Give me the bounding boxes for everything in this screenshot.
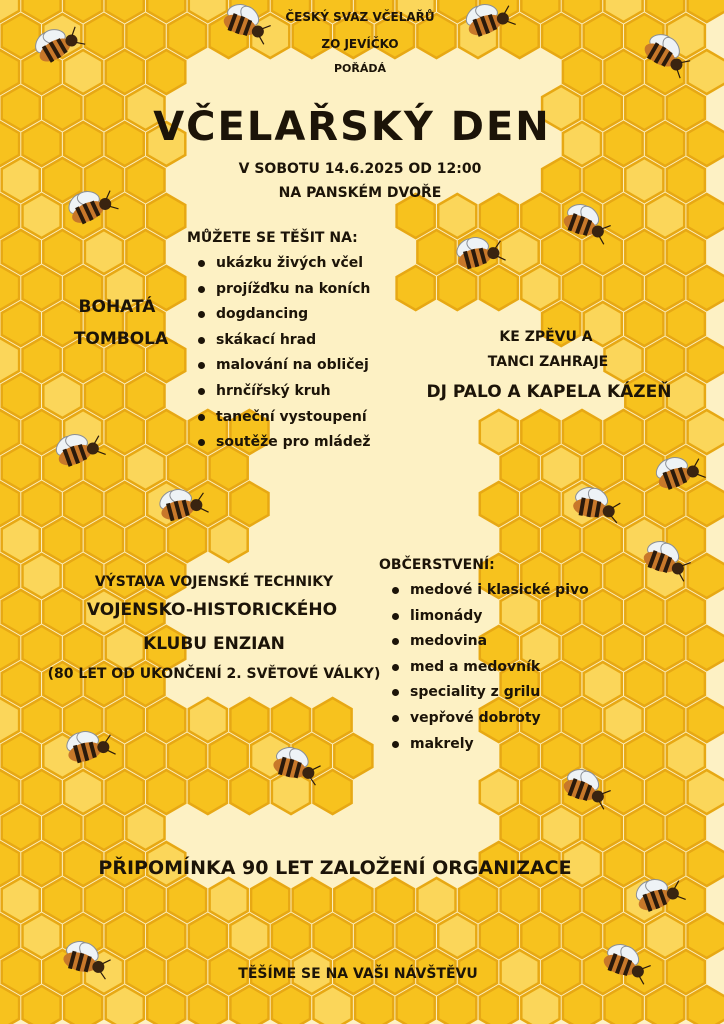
- honeycomb-cell: [106, 770, 144, 814]
- honeycomb-cell: [521, 194, 559, 238]
- honeycomb-cell: [584, 230, 622, 274]
- honeycomb-cell: [542, 518, 580, 562]
- honeycomb-cell: [542, 14, 580, 58]
- honeycomb-cell: [23, 842, 61, 886]
- honeycomb-cell: [625, 806, 663, 850]
- honeycomb-cell: [43, 878, 81, 922]
- honeycomb-cell: [605, 554, 643, 598]
- honeycomb-cell: [334, 878, 372, 922]
- honeycomb-cell: [646, 986, 684, 1024]
- honeycomb-cell: [605, 338, 643, 382]
- honeycomb-cell: [2, 518, 40, 562]
- honeycomb-cell: [605, 482, 643, 526]
- honeycomb-cell: [521, 482, 559, 526]
- honeycomb-cell: [584, 734, 622, 778]
- honeycomb-cell: [625, 302, 663, 346]
- honeycomb-cell: [43, 590, 81, 634]
- honeycomb-cell: [168, 14, 206, 58]
- honeycomb-cell: [189, 698, 227, 742]
- honeycomb-cell: [438, 194, 476, 238]
- refreshment-item: limonády: [390, 604, 589, 630]
- honeycomb-cell: [272, 698, 310, 742]
- refreshment-item: medové i klasické pivo: [390, 578, 589, 604]
- honeycomb-cell: [2, 230, 40, 274]
- program-item: hrnčířský kruh: [196, 379, 371, 405]
- exhibition-line1: VÝSTAVA VOJENSKÉ TECHNIKY: [94, 574, 334, 590]
- honeycomb-cell: [189, 914, 227, 958]
- honeycomb-cell: [521, 770, 559, 814]
- honeycomb-cell: [563, 50, 601, 94]
- honeycomb-cell: [646, 338, 684, 382]
- honeycomb-cell: [168, 878, 206, 922]
- program-item: skákací hrad: [196, 328, 371, 354]
- honeycomb-cell: [23, 698, 61, 742]
- honeycomb-cell: [85, 878, 123, 922]
- honeycomb-cell: [168, 950, 206, 994]
- honeycomb-cell: [417, 230, 455, 274]
- music-line2: TANCI ZAHRAJE: [487, 354, 609, 370]
- honeycomb-cell: [43, 86, 81, 130]
- program-item: ukázku živých včel: [196, 251, 371, 277]
- honeycomb-cell: [106, 986, 144, 1024]
- honeycomb-cell: [542, 446, 580, 490]
- honeycomb-cell: [542, 806, 580, 850]
- honeycomb-cell: [605, 50, 643, 94]
- honeycomb-cell: [64, 986, 102, 1024]
- honeycomb-cell: [126, 158, 164, 202]
- honeycomb-cell: [230, 698, 268, 742]
- honeycomb-cell: [688, 554, 724, 598]
- honeycomb-cell: [230, 482, 268, 526]
- honeycomb-cell: [314, 698, 352, 742]
- honeycomb-cell: [355, 914, 393, 958]
- exhibition-line3: KLUBU ENZIAN: [143, 634, 285, 654]
- honeycomb-cell: [646, 410, 684, 454]
- honeycomb-cell: [625, 734, 663, 778]
- honeycomb-cell: [2, 590, 40, 634]
- honeycomb-cell: [126, 734, 164, 778]
- honeycomb-cell: [355, 986, 393, 1024]
- honeycomb-cell: [646, 266, 684, 310]
- honeycomb-cell: [542, 950, 580, 994]
- honeycomb-cell: [646, 698, 684, 742]
- honeycomb-cell: [584, 662, 622, 706]
- honeycomb-cell: [2, 158, 40, 202]
- honeycomb-cell: [43, 230, 81, 274]
- honeycomb-cell: [625, 590, 663, 634]
- event-title: VČELAŘSKÝ DEN: [153, 104, 551, 150]
- honeycomb-cell: [605, 194, 643, 238]
- honeycomb-cell: [230, 914, 268, 958]
- honeycomb-cell: [64, 122, 102, 166]
- honeycomb-cell: [126, 230, 164, 274]
- honeycomb-cell: [2, 14, 40, 58]
- honeycomb-cell: [625, 662, 663, 706]
- honeycomb-cell: [85, 374, 123, 418]
- honeycomb-cell: [85, 806, 123, 850]
- tombola-line2: TOMBOLA: [73, 329, 169, 349]
- honeycomb-cell: [563, 266, 601, 310]
- event-place: NA PANSKÉM DVOŘE: [278, 185, 442, 201]
- honeycomb-cell: [126, 14, 164, 58]
- honeycomb-cell: [106, 122, 144, 166]
- honeycomb-cell: [646, 194, 684, 238]
- program-item: dogdancing: [196, 302, 371, 328]
- honeycomb-cell: [459, 878, 497, 922]
- honeycomb-cell: [605, 698, 643, 742]
- organizer-branch: ZO JEVÍČKO: [321, 37, 399, 51]
- honeycomb-cell: [126, 806, 164, 850]
- honeycomb-cell: [147, 770, 185, 814]
- honeycomb-cell: [667, 86, 705, 130]
- honeycomb-cell: [126, 950, 164, 994]
- honeycomb-cell: [563, 122, 601, 166]
- refreshment-item: medovina: [390, 629, 589, 655]
- exhibition-line4: (80 LET OD UKONČENÍ 2. SVĚTOVÉ VÁLKY): [47, 666, 381, 682]
- refreshment-item: speciality z grilu: [390, 680, 589, 706]
- honeycomb-cell: [2, 86, 40, 130]
- program-heading: MŮŽETE SE TĚŠIT NA:: [187, 230, 358, 246]
- honeycomb-cell: [147, 914, 185, 958]
- honeycomb-cell: [43, 806, 81, 850]
- honeycomb-cell: [688, 194, 724, 238]
- honeycomb-cell: [64, 770, 102, 814]
- program-item: projížďku na koních: [196, 277, 371, 303]
- honeycomb-cell: [23, 266, 61, 310]
- honeycomb-cell: [106, 914, 144, 958]
- honeycomb-cell: [501, 806, 539, 850]
- honeycomb-cell: [106, 626, 144, 670]
- honeycomb-cell: [605, 122, 643, 166]
- honeycomb-cell: [625, 86, 663, 130]
- footer-greeting: TĚŠÍME SE NA VAŠI NÁVŠTĚVU: [238, 966, 478, 982]
- honeycomb-cell: [314, 770, 352, 814]
- honeycomb-cell: [189, 986, 227, 1024]
- honeycomb-cell: [584, 590, 622, 634]
- honeycomb-cell: [584, 878, 622, 922]
- honeycomb-cell: [126, 518, 164, 562]
- honeycomb-cell: [2, 374, 40, 418]
- honeycomb-cell: [64, 626, 102, 670]
- honeycomb-cell: [438, 914, 476, 958]
- honeycomb-cell: [2, 662, 40, 706]
- honeycomb-cell: [272, 914, 310, 958]
- honeycomb-cell: [147, 410, 185, 454]
- honeycomb-cell: [168, 734, 206, 778]
- honeycomb-cell: [584, 518, 622, 562]
- honeycomb-cell: [397, 986, 435, 1024]
- honeycomb-cell: [314, 914, 352, 958]
- honeycomb-cell: [23, 194, 61, 238]
- honeycomb-cell: [189, 770, 227, 814]
- honeycomb-cell: [688, 122, 724, 166]
- program-item: malování na obličej: [196, 353, 371, 379]
- honeycomb-cell: [43, 374, 81, 418]
- honeycomb-cell: [106, 482, 144, 526]
- honeycomb-cell: [480, 266, 518, 310]
- honeycomb-cell: [106, 194, 144, 238]
- program-item: taneční vystoupení: [196, 405, 371, 431]
- honeycomb-cell: [2, 446, 40, 490]
- honeycomb-cell: [126, 878, 164, 922]
- honeycomb-cell: [23, 626, 61, 670]
- honeycomb-cell: [126, 374, 164, 418]
- honeycomb-cell: [480, 194, 518, 238]
- honeycomb-cell: [43, 518, 81, 562]
- honeycomb-cell: [667, 158, 705, 202]
- honeycomb-cell: [688, 626, 724, 670]
- honeycomb-cell: [563, 410, 601, 454]
- honeycomb-cell: [23, 770, 61, 814]
- honeycomb-cell: [314, 986, 352, 1024]
- honeycomb-cell: [501, 518, 539, 562]
- honeycomb-cell: [688, 698, 724, 742]
- honeycomb-cell: [168, 518, 206, 562]
- refreshment-item: med a medovník: [390, 655, 589, 681]
- honeycomb-cell: [230, 986, 268, 1024]
- honeycomb-cell: [417, 878, 455, 922]
- honeycomb-cell: [542, 878, 580, 922]
- honeycomb-cell: [23, 986, 61, 1024]
- honeycomb-cell: [272, 986, 310, 1024]
- honeycomb-cell: [688, 770, 724, 814]
- honeycomb-cell: [605, 770, 643, 814]
- honeycomb-cell: [521, 266, 559, 310]
- honeycomb-cell: [584, 806, 622, 850]
- honeycomb-cell: [85, 518, 123, 562]
- honeycomb-cell: [688, 986, 724, 1024]
- honeycomb-cell: [667, 878, 705, 922]
- honeycomb-cell: [85, 86, 123, 130]
- honeycomb-cell: [376, 878, 414, 922]
- honeycomb-cell: [210, 878, 248, 922]
- honeycomb-cell: [688, 482, 724, 526]
- anniversary-note: PŘIPOMÍNKA 90 LET ZALOŽENÍ ORGANIZACE: [98, 857, 572, 879]
- honeycomb-cell: [251, 878, 289, 922]
- honeycomb-cell: [480, 482, 518, 526]
- honeycomb-cell: [85, 230, 123, 274]
- honeycomb-cell: [521, 410, 559, 454]
- honeycomb-cell: [688, 338, 724, 382]
- honeycomb-cell: [501, 230, 539, 274]
- honeycomb-cell: [646, 482, 684, 526]
- honeycomb-cell: [106, 698, 144, 742]
- honeycomb-cell: [646, 770, 684, 814]
- organizer-presents: POŘÁDÁ: [333, 62, 387, 75]
- honeycomb-cell: [605, 266, 643, 310]
- honeycomb-cell: [23, 554, 61, 598]
- honeycomb-cell: [23, 914, 61, 958]
- honeycomb-cell: [147, 986, 185, 1024]
- honeycomb-cell: [147, 194, 185, 238]
- honeycomb-cell: [688, 410, 724, 454]
- honeycomb-cell: [501, 446, 539, 490]
- honeycomb-cell: [106, 410, 144, 454]
- honeycomb-cell: [563, 914, 601, 958]
- honeycomb-cell: [688, 914, 724, 958]
- music-band: DJ PALO A KAPELA KÁZEŇ: [426, 382, 672, 402]
- honeycomb-cell: [667, 302, 705, 346]
- honeycomb-cell: [584, 14, 622, 58]
- honeycomb-cell: [605, 410, 643, 454]
- honeycomb-cell: [667, 950, 705, 994]
- honeycomb-cell: [480, 770, 518, 814]
- honeycomb-cell: [542, 230, 580, 274]
- honeycomb-cell: [23, 410, 61, 454]
- honeycomb-cell: [501, 950, 539, 994]
- honeycomb-cell: [2, 806, 40, 850]
- honeycomb-cell: [397, 266, 435, 310]
- refreshments-heading: OBČERSTVENÍ:: [379, 557, 495, 573]
- honeycomb-cell: [646, 122, 684, 166]
- honeycomb-cell: [2, 302, 40, 346]
- honeycomb-cell: [646, 626, 684, 670]
- honeycomb-cell: [293, 878, 331, 922]
- honeycomb-cell: [85, 14, 123, 58]
- honeycomb-cell: [667, 806, 705, 850]
- refreshments-list: [390, 578, 589, 757]
- honeycomb-cell: [688, 50, 724, 94]
- honeycomb-cell: [23, 482, 61, 526]
- refreshment-item: vepřové dobroty: [390, 706, 589, 732]
- honeycomb-cell: [605, 986, 643, 1024]
- honeycomb-cell: [480, 986, 518, 1024]
- honeycomb-cell: [688, 266, 724, 310]
- honeycomb-cell: [667, 590, 705, 634]
- event-date: V SOBOTU 14.6.2025 OD 12:00: [238, 161, 482, 177]
- program-item: soutěže pro mládež: [196, 430, 371, 456]
- honeycomb-cell: [688, 842, 724, 886]
- honeycomb-cell: [210, 734, 248, 778]
- honeycomb-cell: [126, 446, 164, 490]
- honeycomb-cell: [625, 230, 663, 274]
- honeycomb-cell: [2, 950, 40, 994]
- honeycomb-cell: [542, 158, 580, 202]
- honeycomb-cell: [2, 878, 40, 922]
- honeycomb-cell: [667, 374, 705, 418]
- music-line1: KE ZPĚVU A: [499, 329, 593, 345]
- honeycomb-cell: [334, 734, 372, 778]
- honeycomb-cell: [210, 518, 248, 562]
- honeycomb-cell: [501, 878, 539, 922]
- tombola-line1: BOHATÁ: [78, 297, 156, 317]
- honeycomb-cell: [147, 50, 185, 94]
- honeycomb-cell: [438, 266, 476, 310]
- program-list: [196, 251, 371, 456]
- honeycomb-cell: [584, 446, 622, 490]
- organizer-name: ČESKÝ SVAZ VČELAŘŮ: [285, 10, 435, 24]
- honeycomb-cell: [667, 734, 705, 778]
- honeycomb-cell: [438, 986, 476, 1024]
- refreshment-item: makrely: [390, 732, 589, 758]
- honeycomb-cell: [563, 986, 601, 1024]
- honeycomb-cell: [230, 770, 268, 814]
- honeycomb-cell: [605, 842, 643, 886]
- honeycomb-cell: [2, 734, 40, 778]
- honeycomb-cell: [584, 158, 622, 202]
- honeycomb-cell: [106, 50, 144, 94]
- honeycomb-cell: [23, 338, 61, 382]
- honeycomb-cell: [64, 50, 102, 94]
- honeycomb-cell: [397, 914, 435, 958]
- honeycomb-cell: [605, 626, 643, 670]
- honeycomb-cell: [480, 914, 518, 958]
- honeycomb-cell: [64, 842, 102, 886]
- honeycomb-cell: [667, 230, 705, 274]
- honeycomb-cell: [521, 986, 559, 1024]
- honeycomb-cell: [480, 410, 518, 454]
- honeycomb-cell: [584, 86, 622, 130]
- honeycomb-cell: [667, 662, 705, 706]
- honeycomb-cell: [646, 914, 684, 958]
- honeycomb-cell: [521, 914, 559, 958]
- honeycomb-cell: [147, 698, 185, 742]
- honeycomb-cell: [64, 482, 102, 526]
- exhibition-line2: VOJENSKO-HISTORICKÉHO: [86, 600, 338, 620]
- honeycomb-cell: [625, 158, 663, 202]
- honeycomb-cell: [23, 122, 61, 166]
